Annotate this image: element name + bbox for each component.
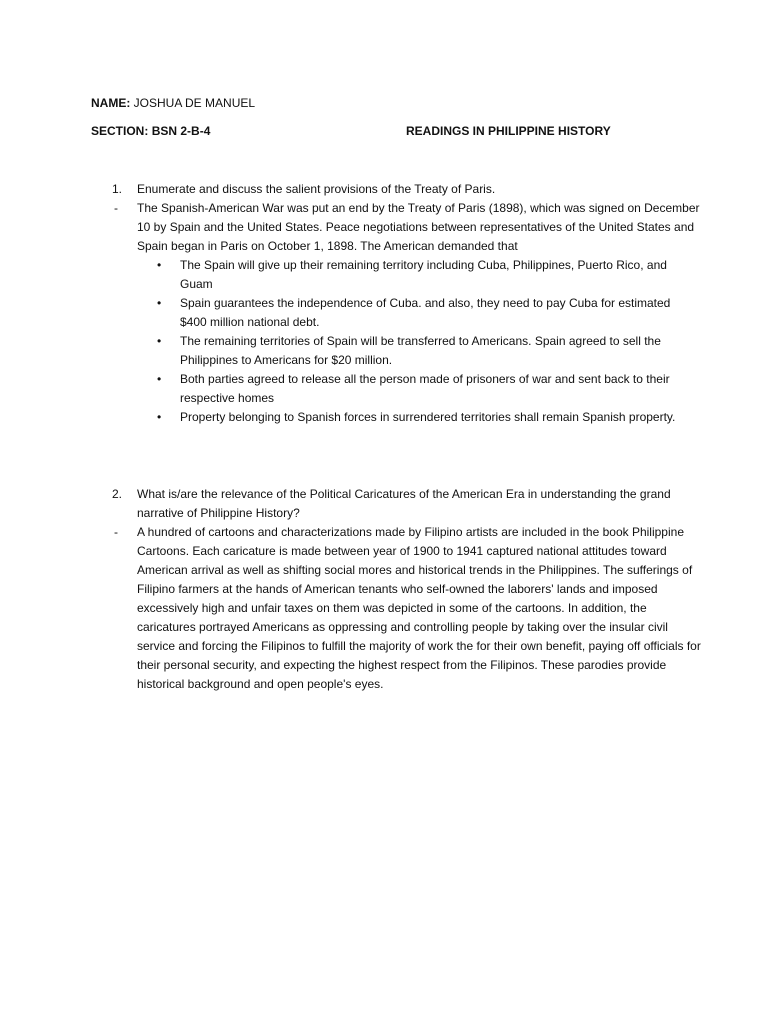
question-1-text: Enumerate and discuss the salient provisions of the Treaty of Paris. [137,182,496,196]
question-2-number: 2. [112,487,123,501]
list-item [91,332,685,370]
section-label: SECTION: [91,124,149,138]
list-item-text: Property belonging to Spanish forces in surrendered territories shall remain Spanish property. [180,410,676,424]
list-item-text: The Spain will give up their remaining territory including Cuba, Philippines, Puerto Rico, and Guam [180,258,667,291]
student-name-line [91,95,255,111]
list-item-text: Both parties agreed to release all the person made of prisoners of war and sent back to their respective homes [180,372,670,405]
section-line [91,123,210,139]
bullet-icon: • [157,372,162,386]
bullet-icon: • [157,334,162,348]
list-item [91,256,685,294]
course-title: READINGS IN PHILIPPINE HISTORY [406,124,611,138]
bullet-icon: • [157,296,162,310]
answer-1-text: The Spanish-American War was put an end by the Treaty of Paris (1898), which was signed on December 10 by Spain and the United States. Peace negotiations between representatives of the United States and Spain began in Paris on October 1, 1898. The American demanded that [137,201,700,253]
student-name: JOSHUA DE MANUEL [133,96,256,110]
question-1-number: 1. [112,182,123,196]
name-label: NAME: [91,96,131,110]
question-2-text: What is/are the relevance of the Political Caricatures of the American Era in understanding the grand narrative of Philippine History? [137,487,671,520]
list-item-text: The remaining territories of Spain will be transferred to Americans. Spain agreed to sell the Philippines to Americans for $20 million. [180,334,661,367]
answer-1-dash: - [114,201,118,215]
bullet-icon: • [157,258,162,272]
list-item [91,370,685,408]
section-value: BSN 2-B-4 [151,124,211,138]
list-item-text: Spain guarantees the independence of Cuba. and also, they need to pay Cuba for estimated $400 million national debt. [180,296,671,329]
answer-2-text: A hundred of cartoons and characterizations made by Filipino artists are included in the book Philippine Cartoons. Each caricature is made between year of 1900 to 1941 captured national attitudes toward American arrival as well as shifting social mores and historical trends in the Philippines. The sufferings of Filipino farmers at the hands of American tenants who self-owned the laborers' lands and imposed excessively high and unfair taxes on them was depicted in some of the cartoons. In addition, the caricatures portrayed Americans as oppressing and controlling people by taking over the insular civil service and forcing the Filipinos to fulfill the majority of work the for their own benefit, paying off officials for their personal security, and expecting the highest respect from the Filipinos. These parodies provide historical background and open people's eyes. [137,525,701,691]
answer-2-dash: - [114,525,118,539]
bullet-icon: • [157,410,162,424]
treaty-provisions-list [91,256,711,427]
list-item [91,294,685,332]
list-item [91,408,685,427]
